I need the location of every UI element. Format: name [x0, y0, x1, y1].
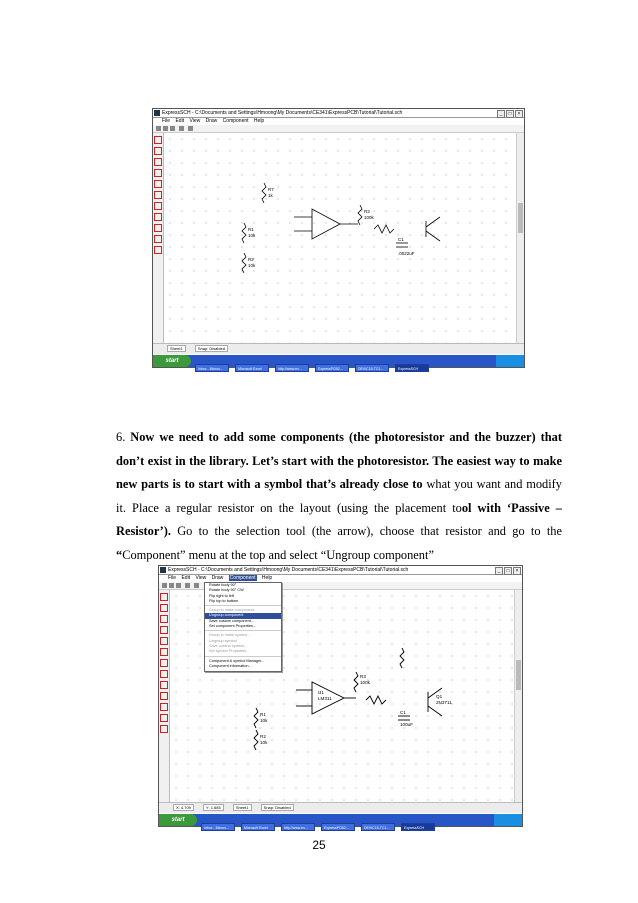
text-box-tool-icon[interactable] [160, 725, 168, 733]
menu-bar [159, 575, 522, 582]
task-button[interactable]: Microsoft Excel [241, 823, 275, 831]
menu-file[interactable]: File [162, 118, 171, 124]
schematic-drawing [164, 133, 516, 343]
snap-select[interactable]: Snap: Disabled [261, 804, 294, 811]
sheet-tab[interactable]: Sheet1 [233, 804, 252, 811]
label-r1-value: 10k [260, 718, 268, 723]
menu-separator [205, 630, 281, 632]
label-q1-value: 2N3711 [436, 700, 452, 705]
menu-help[interactable]: Help [261, 575, 273, 581]
menu-item-rotate-90[interactable]: Rotate body 90° [209, 583, 237, 587]
label-r1-ref: R1 [248, 227, 254, 232]
schematic-canvas[interactable] [164, 133, 516, 343]
scroll-thumb[interactable] [516, 660, 521, 690]
menu-item-save-custom-component[interactable]: Save custom component... [209, 618, 254, 623]
paragraph-line [116, 450, 562, 474]
task-button[interactable]: http://www.ex... [275, 364, 309, 372]
task-button[interactable]: ExpressSCH [401, 823, 435, 831]
menu-item-ungroup-symbol[interactable]: Ungroup symbol [209, 638, 237, 643]
window-title: ExpressSCH - C:\Documents and Settings\Hmoong\My Documents\CE341\ExpressPCB\Tutorial\Tutorial.sch [168, 567, 409, 573]
label-r2-value: 10k [260, 740, 268, 745]
menu-item-set-component-properties[interactable]: Set component Properties... [209, 624, 257, 629]
line-bold: Now we need to add some components (the photoresistor and the buzzer) that [130, 430, 562, 444]
select-tool-icon[interactable] [160, 593, 168, 601]
line-bold: “ [116, 547, 123, 562]
component-dropdown-menu [204, 582, 282, 672]
task-button[interactable]: Inbox - Micros... [201, 823, 235, 831]
paragraph-line [116, 520, 562, 544]
window-buttons [494, 567, 521, 575]
task-buttons [201, 816, 492, 830]
label-r2-ref: R2 [260, 734, 266, 739]
status-bar [153, 343, 524, 354]
maximize-icon[interactable]: □ [506, 110, 514, 118]
port-tool-icon[interactable] [154, 191, 162, 199]
menu-edit[interactable]: Edit [175, 118, 185, 124]
line-text: Go to the selection tool (the arrow), choose that resistor and go to the [170, 524, 562, 538]
screenshot-bottom [158, 565, 523, 830]
x-coordinate: X: 4.709 [173, 804, 194, 811]
label-r7-ref: R7 [268, 187, 274, 192]
task-buttons [195, 357, 494, 371]
toolbar [153, 125, 524, 133]
label-r3-value: 100k [360, 680, 370, 685]
label-r2-value: 10k [248, 263, 256, 268]
menu-item-ungroup-component[interactable]: Ungroup component [205, 613, 281, 618]
menu-item-group-component[interactable]: Group to make component... [209, 608, 258, 613]
menu-view[interactable]: View [189, 118, 201, 124]
label-c1-value: 100uF [400, 722, 414, 727]
y-coordinate: Y: 1.685 [203, 804, 224, 811]
task-button[interactable]: DEVIC15-TC1... [355, 364, 389, 372]
window-title-bar [159, 566, 522, 575]
menu-separator [205, 656, 281, 658]
label-r1-ref: R1 [260, 712, 266, 717]
line-tool-icon[interactable] [160, 626, 168, 634]
label-r3-ref: R3 [360, 674, 366, 679]
paragraph-line [116, 426, 562, 450]
label-tool-icon[interactable] [154, 246, 162, 254]
line-bold: don’t exist in the library. Let’s start with the photoresistor. The easiest way to make [116, 453, 562, 468]
system-tray [494, 814, 522, 826]
open-icon[interactable] [163, 126, 168, 131]
label-c1-ref: C1 [398, 237, 404, 242]
save-icon[interactable] [176, 583, 181, 588]
minimize-icon[interactable]: _ [497, 110, 505, 118]
screenshot-top [152, 108, 525, 371]
menu-item-save-custom-symbol[interactable]: Save custom symbol... [209, 643, 248, 648]
menu-item-flip-right-left[interactable]: Flip right to left [209, 593, 234, 598]
maximize-icon[interactable]: □ [504, 567, 512, 575]
paragraph-line [116, 544, 562, 568]
label-r3-ref: R3 [364, 209, 370, 214]
menu-item-rotate-90-cw[interactable]: Rotate body 90° CW [209, 588, 244, 593]
line-bold: Resistor’). [116, 524, 171, 538]
menu-file[interactable]: File [168, 575, 177, 581]
sheet-tab[interactable]: Sheet1 [167, 345, 186, 352]
task-button[interactable]: DEVIC15-TC1... [361, 823, 395, 831]
circle-tool-icon[interactable] [160, 681, 168, 689]
close-icon[interactable]: × [515, 110, 523, 118]
new-icon[interactable] [162, 583, 167, 588]
label-r3-value: 100k [364, 215, 374, 220]
label-r7-value: 1k [268, 193, 273, 198]
label-r2-ref: R2 [248, 257, 254, 262]
menu-item-flip-top-bottom[interactable]: Flip top to bottom [209, 598, 239, 603]
task-button[interactable]: ExpressSCH [395, 364, 429, 372]
vertical-scrollbar[interactable] [514, 590, 522, 802]
menu-bar [153, 118, 524, 125]
line-tool-icon[interactable] [154, 169, 162, 177]
line-text: Component” menu at the top and select “Ungroup component” [122, 547, 434, 562]
close-icon[interactable]: × [513, 567, 521, 575]
menu-separator [205, 605, 281, 607]
task-button[interactable]: http://www.ex... [281, 823, 315, 831]
menu-component[interactable]: Component [229, 575, 256, 581]
taskbar [153, 355, 524, 371]
arc-tool-icon[interactable] [154, 235, 162, 243]
menu-draw[interactable]: Draw [211, 575, 224, 581]
arc-tool-icon[interactable] [160, 692, 168, 700]
tool-palette [153, 133, 164, 343]
label-c1-ref: C1 [400, 710, 406, 715]
snap-select[interactable]: Snap: Disabled [195, 345, 228, 352]
bus-tool-icon[interactable] [160, 637, 168, 645]
start-button[interactable]: start [159, 814, 197, 826]
line-text: what you want and modify [422, 477, 563, 491]
open-icon[interactable] [169, 583, 174, 588]
line-text: 6. [116, 430, 131, 444]
menu-draw[interactable]: Draw [205, 118, 218, 124]
bus-tool-icon[interactable] [154, 180, 162, 188]
system-tray [496, 355, 524, 367]
window-buttons [496, 110, 523, 118]
menu-view[interactable]: View [195, 575, 207, 581]
undo-icon[interactable] [179, 126, 184, 131]
rect-tool-icon[interactable] [154, 213, 162, 221]
wire-tool-icon[interactable] [154, 158, 162, 166]
line-bold: new parts is to start with a symbol that’s already close to [116, 477, 423, 491]
paragraph-line [116, 473, 562, 497]
app-icon [154, 110, 160, 116]
menu-help[interactable]: Help [253, 118, 265, 124]
paragraph-line [116, 497, 562, 521]
label-u1-value: LM311 [318, 696, 332, 701]
task-button[interactable]: Microsoft Excel [235, 364, 269, 372]
line-bold: ol with ‘Passive – [461, 500, 562, 515]
status-bar [159, 802, 522, 813]
save-icon[interactable] [170, 126, 175, 131]
menu-component[interactable]: Component [222, 118, 249, 124]
window-title-bar [153, 109, 524, 118]
app-icon [160, 567, 166, 573]
text-tool-icon[interactable] [160, 659, 168, 667]
window-title: ExpressSCH - C:\Documents and Settings\Hmoong\My Documents\CE341\ExpressPCB\Tutorial\Tutorial.sch [162, 110, 403, 116]
zoom-icon[interactable] [188, 126, 193, 131]
minimize-icon[interactable]: _ [495, 567, 503, 575]
task-button[interactable]: Inbox - Micros... [195, 364, 229, 372]
label-tool-icon[interactable] [160, 703, 168, 711]
port-tool-icon[interactable] [160, 648, 168, 656]
taskbar [159, 814, 522, 830]
label-q1-ref: Q1 [436, 694, 443, 699]
select-tool-icon[interactable] [154, 136, 162, 144]
menu-item-group-symbol[interactable]: Group to make symbol... [209, 633, 251, 638]
text-tool-icon[interactable] [154, 202, 162, 210]
label-u1-ref: U1 [318, 690, 324, 695]
task-button[interactable]: ExpressPCB2... [321, 823, 355, 831]
ellipse-tool-icon[interactable] [160, 714, 168, 722]
line-text: it. Place a regular resistor on the layout (using the placement to [116, 500, 462, 515]
page-number: 25 [312, 838, 326, 852]
zoom-icon[interactable] [194, 583, 199, 588]
label-r1-value: 10k [248, 233, 256, 238]
tool-palette [159, 590, 170, 802]
task-button[interactable]: ExpressPCB2... [315, 364, 349, 372]
component-tool-icon[interactable] [154, 147, 162, 155]
circle-tool-icon[interactable] [154, 224, 162, 232]
step-paragraph [116, 426, 562, 567]
vertical-scrollbar[interactable] [516, 133, 524, 343]
scroll-thumb[interactable] [518, 203, 523, 233]
undo-icon[interactable] [185, 583, 190, 588]
menu-item-component-manager[interactable]: Component & symbol Manager... [209, 658, 265, 663]
menu-item-set-symbol-properties[interactable]: Set symbol Properties... [209, 649, 250, 654]
label-c1-value: .0022uF [398, 251, 415, 256]
start-button[interactable]: start [153, 355, 191, 367]
menu-item-component-information[interactable]: Component information... [209, 663, 252, 668]
component-tool-icon[interactable] [160, 604, 168, 612]
rect-tool-icon[interactable] [160, 670, 168, 678]
new-icon[interactable] [156, 126, 161, 131]
menu-edit[interactable]: Edit [181, 575, 191, 581]
wire-tool-icon[interactable] [160, 615, 168, 623]
